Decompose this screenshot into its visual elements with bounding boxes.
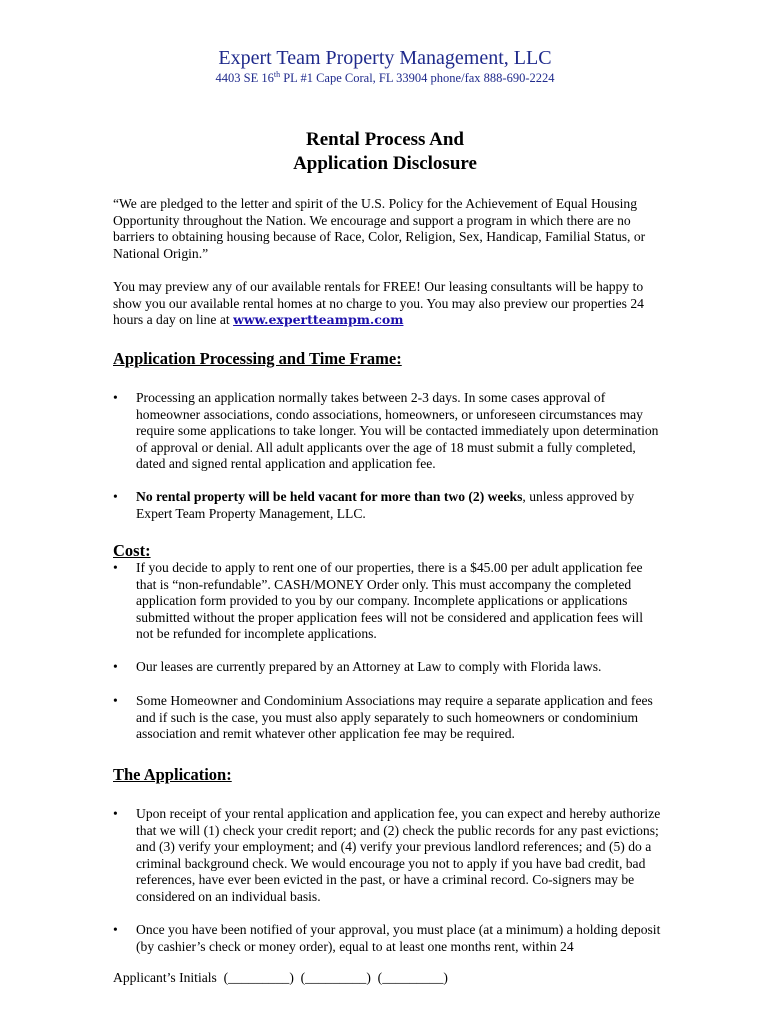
bullet-icon: • [113,489,118,504]
holding-deposit-text: Once you have been notified of your approval, you must place (at a minimum) a holding deposit (by cashier’s check or money order), equal to at least one months rent, within 24 [136,922,661,954]
address-rest: PL #1 Cape Coral, FL 33904 phone/fax 888-690-2224 [280,71,555,85]
address-street-number: 4403 SE 16 [215,71,274,85]
list-item [113,390,661,473]
cost-heading: Cost: [113,541,151,560]
website-link[interactable]: www.expertteampm.com [233,312,404,328]
list-item [113,693,661,743]
equal-housing-statement: “We are pledged to the letter and spirit of the U.S. Policy for the Achievement of Equal Housing Opportunity throughout the Nation. We encourage and support a program in which there are no barriers to obtaining housing because of Race, Color, Religion, Sex, Handicap, Familial Status, or National Origin.” [113,196,646,261]
application-fee-text: If you decide to apply to rent one of our properties, there is a $45.00 per adult application fee that is “non-refundable”. CASH/MONEY Order only. This must accompany the completed application form provided to you by our company. Incomplete applications or applications submitted without the proper application fees will not be considered and application fees will not be refunded for incomplete applications. [136,560,643,642]
list-item [113,922,661,955]
applicant-initials-line[interactable]: Applicant’s Initials (_________) (_________) (_________) [113,970,448,985]
address-ordinal-suffix: th [273,70,281,79]
document-title [0,128,770,176]
preview-text: You may preview any of our available rentals for FREE! Our leasing consultants will be happy to show you our available rental homes at no charge to you. You may also preview our properties 24 hours a day on line at [113,279,644,328]
title-line-1: Rental Process And [306,129,464,150]
vacancy-policy-bold: No rental property will be held vacant for more than two (2) weeks [136,489,523,504]
processing-time-text: Processing an application normally takes between 2-3 days. In some cases approval of homeowner associations, condo associations, homeowners, or unforeseen circumstances may require some applications to take longer. You will be contacted immediately upon determination of approval or denial. All adult applicants over the age of 18 must submit a fully completed, dated and signed rental application and application fee. [136,390,659,472]
bullet-icon: • [113,560,118,575]
association-fee-text: Some Homeowner and Condominium Associations may require a separate application and fees and if such is the case, you must also apply separately to such homeowners or condominium association and remit whatever other application fee may be required. [136,693,653,742]
processing-heading: Application Processing and Time Frame: [113,349,402,368]
bullet-icon: • [113,390,118,405]
background-check-text: Upon receipt of your rental application and application fee, you can expect and hereby authorize that we will (1) check your credit report; and (2) check the public records for any past evictions; and (3) verify your employment; and (4) verify your previous landlord references; and (5) do a criminal background check. We would encourage you not to apply if you have bad credit, bad references, have ever been evicted in the past, or have a criminal record. Co-signers may be considered on an individual basis. [136,806,661,904]
list-item [113,659,661,676]
bullet-icon: • [113,922,118,937]
application-heading: The Application: [113,765,232,784]
list-item [113,560,661,643]
company-address [0,70,770,86]
lease-attorney-text: Our leases are currently prepared by an Attorney at Law to comply with Florida laws. [136,659,602,674]
list-item [113,806,661,906]
bullet-icon: • [113,659,118,674]
bullet-icon: • [113,806,118,821]
title-line-2: Application Disclosure [293,153,477,174]
preview-paragraph [113,279,661,329]
list-item [113,489,661,522]
vacancy-policy-rest: , unless approved by Expert Team Property Management, LLC. [136,489,635,521]
vacancy-policy-text [136,489,661,522]
bullet-icon: • [113,693,118,708]
company-name: Expert Team Property Management, LLC [218,47,552,69]
